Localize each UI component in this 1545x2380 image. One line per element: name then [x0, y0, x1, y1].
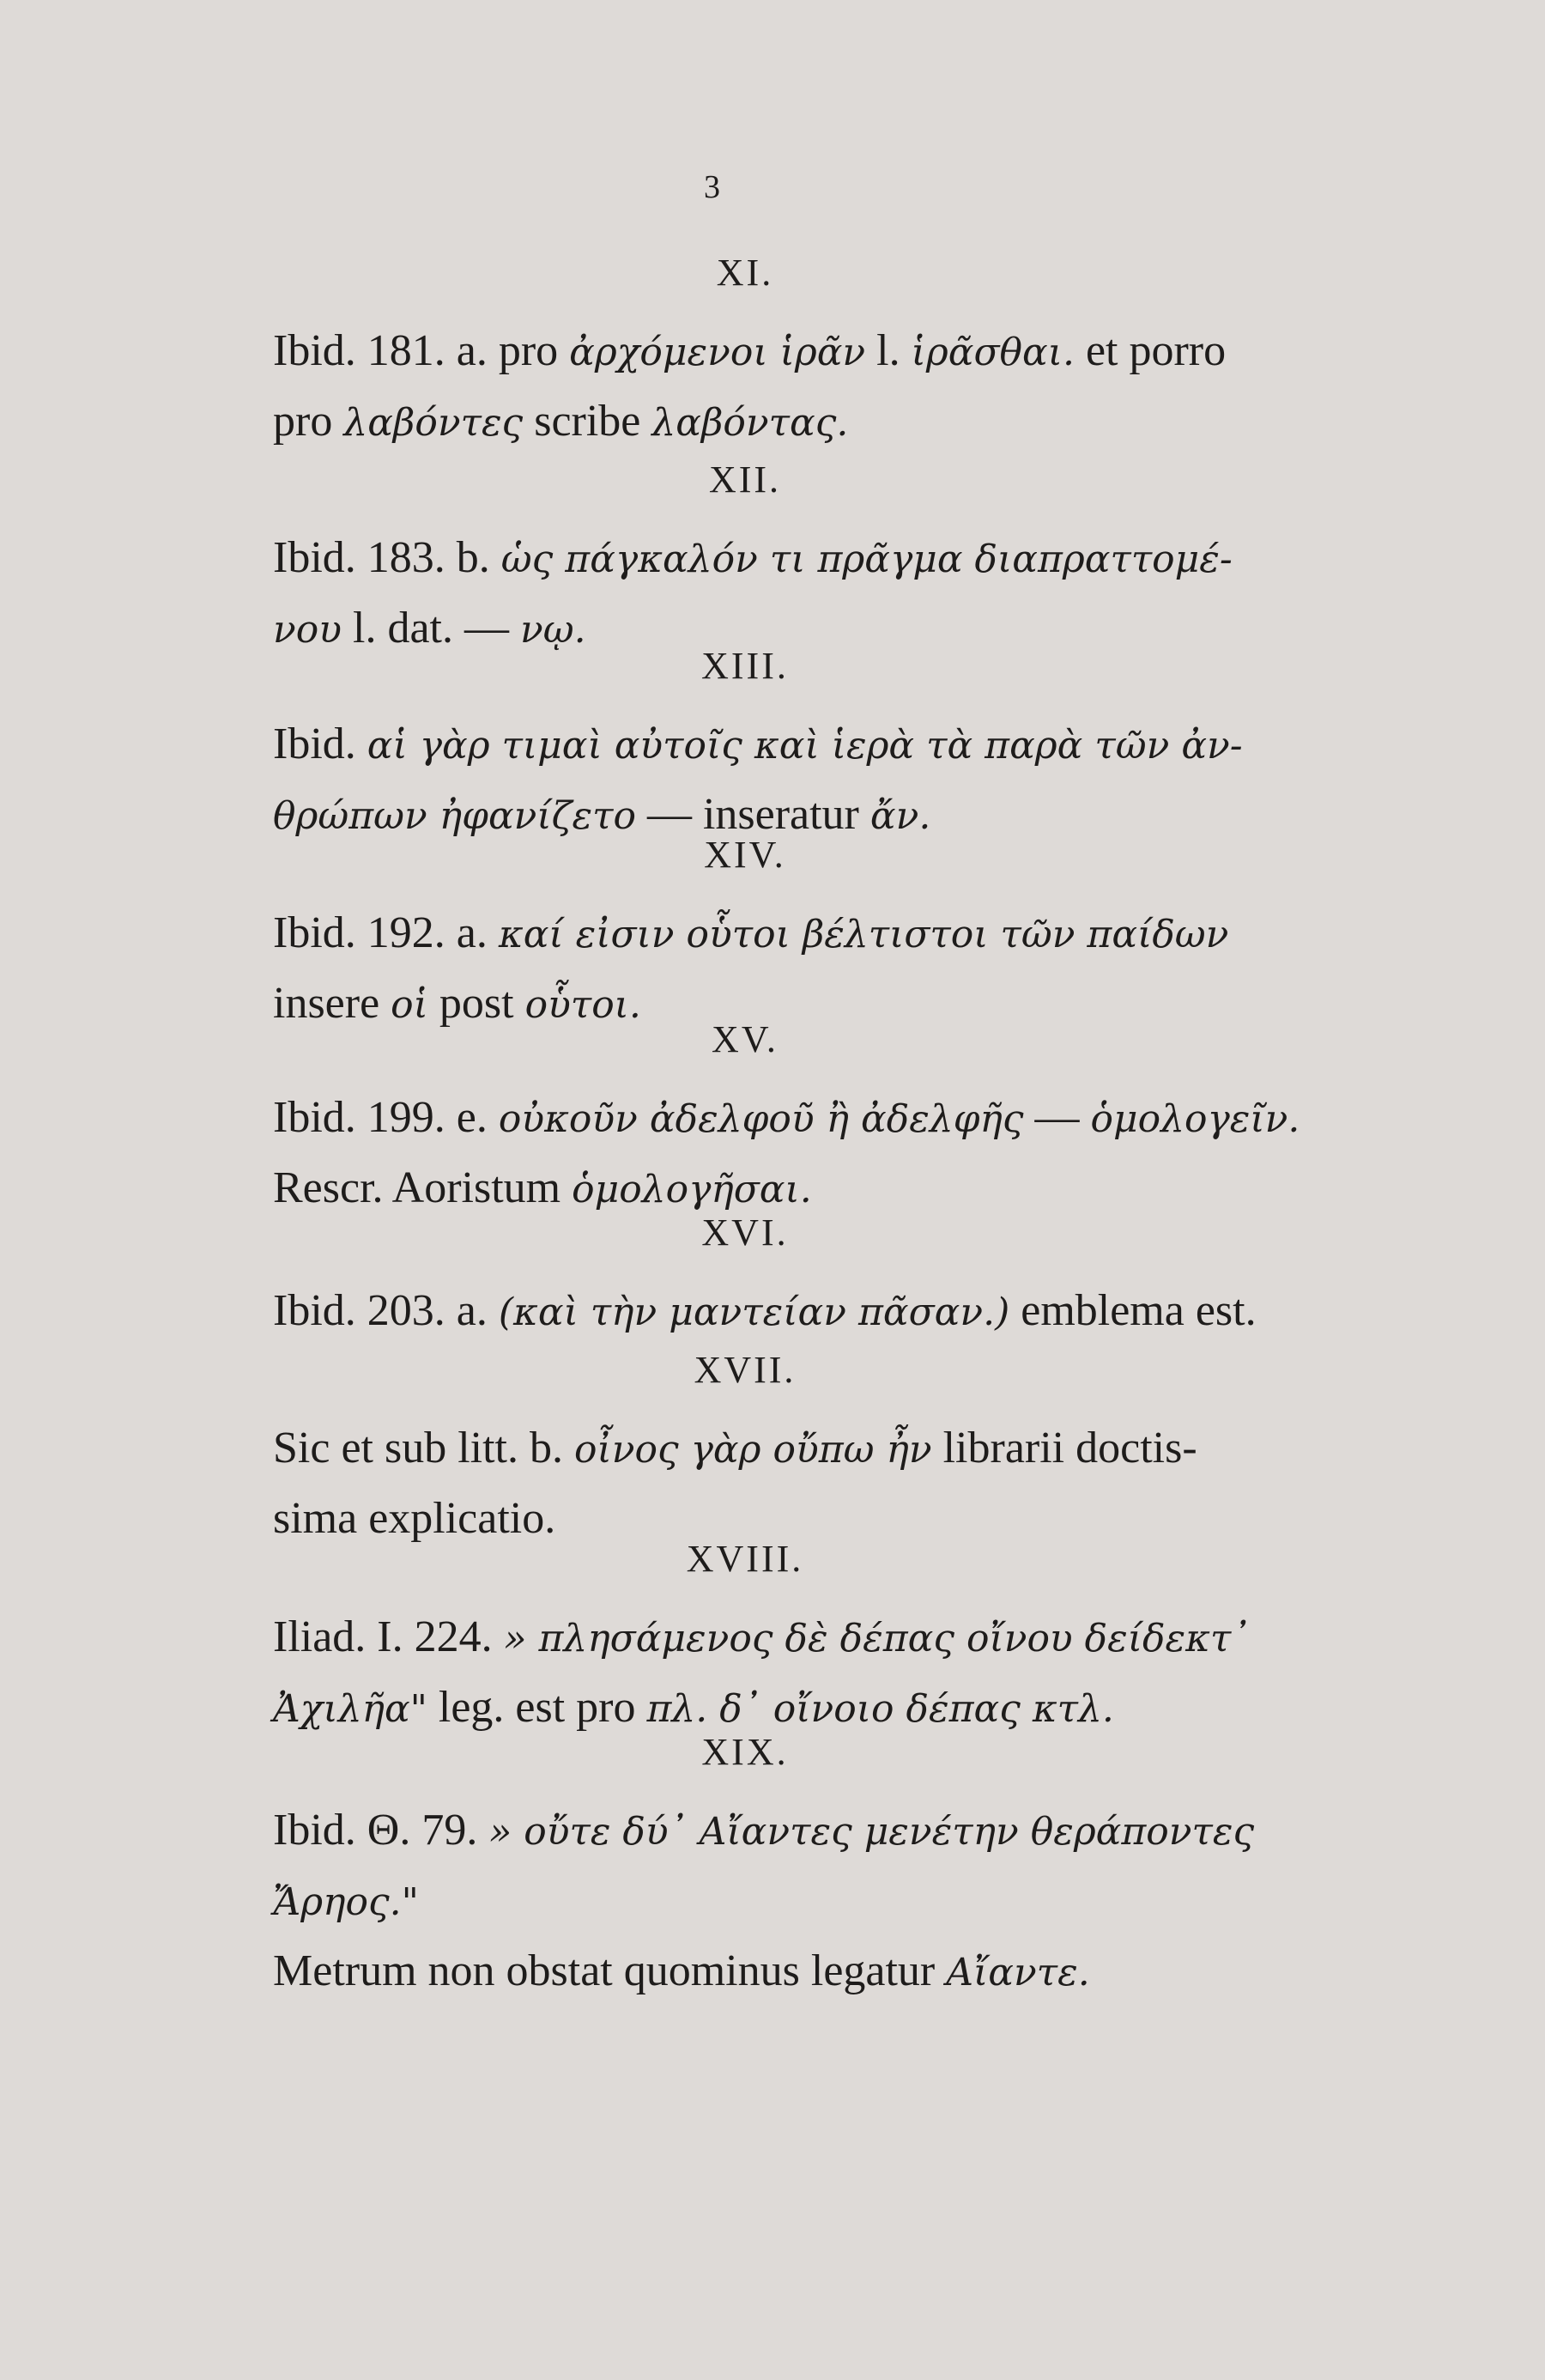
text-line: Sic et sub litt. b. οἶνος γὰρ οὔπω ἦν librarii doctis-	[273, 1424, 1197, 1472]
text-line: pro λαβόντες scribe λαβόντας.	[273, 397, 849, 446]
section-xvi	[273, 1211, 1257, 1347]
text-line: Rescr. Aoristum ὁμολογῆσαι.	[273, 1163, 812, 1212]
section-xiv	[273, 833, 1229, 1040]
section-numeral: XIV.	[704, 834, 786, 876]
text-line: Ibid. Θ. 79. » οὔτε δύ᾽ Αἴαντες μενέτην θεράποντες	[273, 1806, 1255, 1855]
text-line: sima explicatio.	[273, 1494, 556, 1543]
text-line: Ibid. 199. e. οὐκοῦν ἀδελφοῦ ἢ ἀδελφῆς — ὁμολογεῖν.	[273, 1093, 1300, 1142]
text-line: Ἄρηος."	[273, 1880, 419, 1924]
text-line: Metrum non obstat quominus legatur Αἴαντε.	[273, 1946, 1090, 1995]
text-line: Ibid. 183. b. ὡς πάγκαλόν τι πρᾶγμα διαπραττομέ-	[273, 533, 1233, 582]
text-line: Ibid. αἱ γὰρ τιμαὶ αὐτοῖς καὶ ἱερὰ τὰ παρὰ τῶν ἀν-	[273, 719, 1243, 768]
section-xi	[273, 251, 1227, 458]
section-numeral: XV.	[712, 1018, 779, 1060]
section-xvii	[273, 1348, 1197, 1553]
text-line: νου l. dat. — νῳ.	[273, 604, 586, 653]
section-xv	[273, 1017, 1300, 1224]
text-line: Ibid. 181. a. pro ἀρχόμενοι ἱρᾶν l. ἱρᾶσθαι. et porro	[273, 326, 1227, 375]
text-line: insere οἱ post οὗτοι.	[273, 979, 641, 1028]
text-line: Ibid. 192. a. καί εἰσιν οὗτοι βέλτιστοι τῶν παίδων	[273, 908, 1229, 957]
section-xviii	[273, 1537, 1251, 1744]
section-numeral: XIX.	[701, 1731, 789, 1773]
section-numeral: XVI.	[701, 1211, 789, 1254]
section-xiii	[273, 644, 1243, 851]
section-numeral: XI.	[716, 252, 774, 294]
section-xix	[273, 1730, 1255, 2007]
text-line: Ἀχιλῆα" leg. est pro πλ. δ᾽ οἴνοιο δέπας κτλ.	[273, 1683, 1114, 1732]
section-numeral: XVII.	[694, 1349, 797, 1391]
section-numeral: XII.	[708, 458, 782, 501]
text-line: Iliad. I. 224. » πλησάμενος δὲ δέπας οἴνου δείδεκτ᾽	[273, 1612, 1251, 1661]
page-number: 3	[704, 169, 721, 205]
section-xii	[273, 458, 1233, 665]
text-line: θρώπων ἠφανίζετο — inseratur ἄν.	[273, 790, 931, 839]
text-line: Ibid. 203. a. (καὶ τὴν μαντείαν πᾶσαν.) emblema est.	[273, 1286, 1257, 1335]
section-numeral: XIII.	[701, 645, 789, 687]
section-numeral: XVIII.	[686, 1538, 804, 1580]
